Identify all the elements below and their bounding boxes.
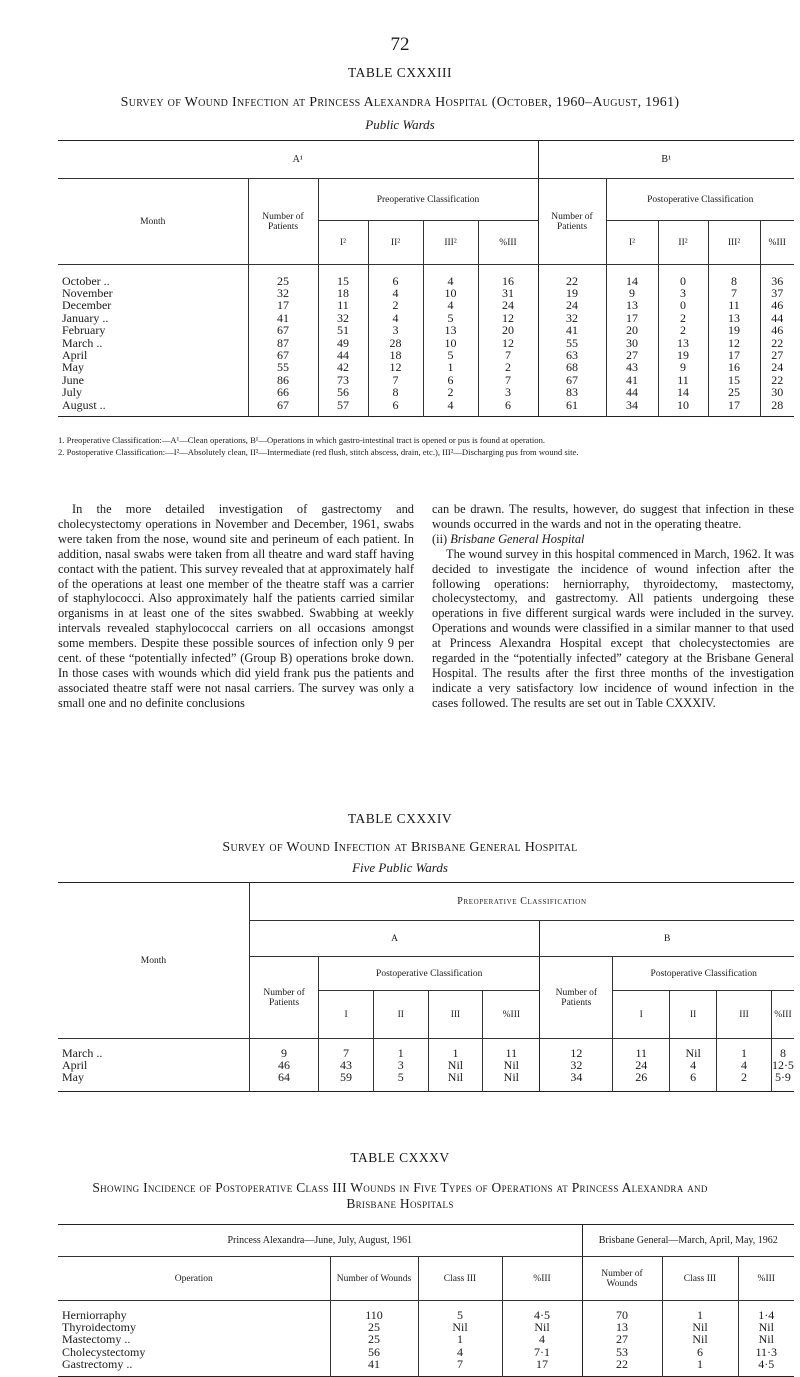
value-cell: 32 — [318, 312, 368, 324]
value-cell: Nil — [662, 1321, 738, 1333]
text-right-column — [432, 502, 794, 711]
value-cell: 11 — [708, 299, 760, 311]
value-cell: Nil — [428, 1071, 483, 1083]
table1-group-a: A¹ — [58, 141, 538, 179]
value-cell: 86 — [248, 374, 318, 386]
value-cell: 34 — [540, 1071, 613, 1083]
value-cell: 32 — [540, 1059, 613, 1071]
month-cell: April — [62, 1057, 88, 1072]
value-cell: 13 — [658, 337, 708, 349]
table2-subtitle2: Five Public Wards — [352, 860, 448, 875]
value-cell: 4 — [368, 287, 423, 299]
table3-col-number-left: Number of Wounds — [330, 1257, 418, 1301]
value-cell: 7 — [478, 374, 538, 386]
value-cell: 3 — [373, 1059, 428, 1071]
value-cell: 4·5 — [738, 1358, 794, 1370]
value-cell: 3 — [658, 287, 708, 299]
value-cell: 73 — [318, 374, 368, 386]
value-cell: 4 — [423, 275, 478, 287]
value-cell: 4 — [670, 1059, 717, 1071]
table2-col-pct-a: %III — [483, 991, 540, 1039]
value-cell: 14 — [606, 275, 658, 287]
month-cell: October .. — [62, 273, 110, 288]
table-row — [58, 1321, 794, 1333]
table-row — [58, 1358, 794, 1370]
table1-subtitle2: Public Wards — [365, 117, 435, 132]
value-cell: 46 — [249, 1059, 318, 1071]
table3-subtitle-line1: Showing Incidence of Postoperative Class III Wounds in Five Types of Operations at Princess Alexandra and — [92, 1180, 708, 1195]
table-row — [58, 386, 794, 398]
table1-col-i-b: I² — [606, 221, 658, 265]
value-cell: 12 — [708, 337, 760, 349]
table2-col-iii-a: III — [428, 991, 483, 1039]
value-cell: 12·5 — [771, 1057, 794, 1072]
table3-group-right: Brisbane General—March, April, May, 1962 — [582, 1225, 794, 1257]
value-cell: 36 — [760, 275, 794, 287]
value-cell: 25 — [330, 1321, 418, 1333]
table-row — [58, 1309, 794, 1321]
value-cell: 22 — [760, 374, 794, 386]
value-cell: 19 — [658, 349, 708, 361]
month-cell: April — [62, 347, 88, 362]
table2-col-i-a: I — [319, 991, 374, 1039]
value-cell: 16 — [708, 361, 760, 373]
value-cell: 11 — [613, 1047, 670, 1059]
month-cell: May — [62, 360, 84, 375]
table-row — [58, 361, 794, 373]
value-cell: 10 — [423, 337, 478, 349]
value-cell: 1 — [373, 1047, 428, 1059]
value-cell: 6 — [478, 399, 538, 411]
value-cell: 2 — [658, 324, 708, 336]
text-left-paragraph: In the more detailed investigation of gastrectomy and cholecystectomy operations in November and December, 1961, swabs were taken from the nose, wound site and perineum of each patient. In addition, nasal swabs were taken from all theatre and ward staff having contact with the patient. This survey revealed that at approximately half of the operations at least one member of the theatre staff was a carrier of staphylococci. Also approximately half the patients carried similar organisms in at least one of the sites swabbed. Swabbing at weekly intervals revealed staphylococcal carriers on all occasions amongst some members. Despite these possible sources of infection only 9 per cent. of these “potentially infected” (Group B) operations broke down. In those cases with wounds which did yield frank pus the patients and associated theatre staff were not nasal carriers. The survey was only a small one and no definite conclusions — [58, 502, 414, 710]
value-cell: 5 — [418, 1309, 502, 1321]
value-cell: 1 — [662, 1358, 738, 1370]
text-right-paragraph-2: The wound survey in this hospital commenced in March, 1962. It was decided to investigate the incidence of wound infection after the following operations: herniorraphy, thyroidectomy, mastectomy, cholecystectomy, and gastrectomy. All patients undergoing these operations in five different surgical wards were included in the survey. Operations and wounds were classified in a similar manner to that used at Princess Alexandra Hospital except that cholecystectomies are regarded in the “potentially infected” category at the Brisbane General Hospital. The results after the first three months of the investigation indicate a very satisfactory low incidence of wound infection in the cases followed. The results are set out in Table CXXXIV. — [432, 546, 794, 710]
table1-col-pct-a: %III — [478, 221, 538, 265]
value-cell: 27 — [582, 1333, 662, 1345]
value-cell: 11 — [483, 1047, 540, 1059]
table2-col-pct-b: %III — [771, 991, 794, 1039]
value-cell: 43 — [319, 1059, 374, 1071]
value-cell: 12 — [368, 361, 423, 373]
value-cell: 22 — [760, 337, 794, 349]
table1-footnote-2: 2. Postoperative Classification:—I²—Absolutely clean, II²—Intermediate (red flush, stitch abscess, drain, etc.), III²—Discharging pus from wound site. — [58, 447, 579, 457]
table2-number-header-a: Number of Patients — [249, 957, 318, 1039]
value-cell: 30 — [760, 386, 794, 398]
value-cell: 2 — [423, 386, 478, 398]
value-cell: 3 — [368, 324, 423, 336]
value-cell: 12 — [478, 337, 538, 349]
table2-title: TABLE CXXXIV — [347, 811, 453, 826]
value-cell: 55 — [538, 337, 606, 349]
table2-col-i-b: I — [613, 991, 670, 1039]
value-cell: 30 — [606, 337, 658, 349]
value-cell: 42 — [318, 361, 368, 373]
text-left-column — [58, 502, 414, 711]
table3-title: TABLE CXXXV — [350, 1150, 450, 1165]
table3-col-class3-right: Class III — [662, 1257, 738, 1301]
value-cell: 24 — [478, 299, 538, 311]
value-cell: 59 — [319, 1071, 374, 1083]
value-cell: 110 — [330, 1309, 418, 1321]
value-cell: 1 — [423, 361, 478, 373]
value-cell: 4 — [717, 1059, 772, 1071]
table-row — [58, 1059, 794, 1071]
table3-col-operation: Operation — [58, 1257, 330, 1301]
value-cell: 16 — [478, 275, 538, 287]
value-cell: 41 — [606, 374, 658, 386]
value-cell: 67 — [248, 324, 318, 336]
value-cell: 55 — [248, 361, 318, 373]
value-cell: 1·4 — [738, 1309, 794, 1321]
value-cell: 27 — [760, 349, 794, 361]
value-cell: 1 — [418, 1333, 502, 1345]
value-cell: 20 — [606, 324, 658, 336]
table-row — [58, 399, 794, 411]
value-cell: 5 — [423, 312, 478, 324]
value-cell: Nil — [483, 1059, 540, 1071]
text-right-paragraph-1: can be drawn. The results, however, do suggest that infection in these wounds occurred in the wards and not in the operating theatre. — [432, 502, 794, 531]
value-cell: 4 — [502, 1333, 582, 1345]
value-cell: 11 — [318, 299, 368, 311]
value-cell: Nil — [662, 1333, 738, 1345]
value-cell: 28 — [368, 337, 423, 349]
operation-cell: Gastrectomy .. — [62, 1357, 133, 1372]
value-cell: 70 — [582, 1309, 662, 1321]
value-cell: 24 — [760, 361, 794, 373]
value-cell: 9 — [606, 287, 658, 299]
table2-group-b: B — [540, 921, 794, 957]
table1 — [58, 140, 794, 417]
month-cell: December — [62, 298, 112, 313]
value-cell: 6 — [662, 1346, 738, 1358]
table2-col-iii-b: III — [717, 991, 772, 1039]
operation-cell: Cholecystectomy — [62, 1344, 146, 1359]
value-cell: 13 — [708, 312, 760, 324]
value-cell: 41 — [330, 1358, 418, 1370]
value-cell: 12 — [540, 1047, 613, 1059]
value-cell: Nil — [738, 1333, 794, 1345]
value-cell: 2 — [658, 312, 708, 324]
table2-postop-header-a: Postoperative Classification — [319, 957, 540, 991]
value-cell: 37 — [760, 287, 794, 299]
month-cell: January .. — [62, 310, 109, 325]
month-cell: February — [62, 323, 106, 338]
month-cell: May — [62, 1070, 84, 1085]
value-cell: 67 — [248, 399, 318, 411]
value-cell: 25 — [248, 275, 318, 287]
month-cell: November — [62, 285, 113, 300]
month-cell: June — [62, 372, 84, 387]
value-cell: 6 — [368, 275, 423, 287]
value-cell: 13 — [423, 324, 478, 336]
value-cell: 61 — [538, 399, 606, 411]
table1-postop-header: Postoperative Classification — [606, 179, 794, 221]
table3-col-class3-left: Class III — [418, 1257, 502, 1301]
table-row — [58, 1346, 794, 1358]
value-cell: 64 — [249, 1071, 318, 1083]
table1-col-ii-b: II² — [658, 221, 708, 265]
value-cell: Nil — [483, 1071, 540, 1083]
table1-footnote-1: 1. Preoperative Classification:—A¹—Clean operations, B¹—Operations in which gastro-intestinal tract is opened or pus is found at operation. — [58, 435, 546, 445]
value-cell: 57 — [318, 399, 368, 411]
value-cell: 27 — [606, 349, 658, 361]
table3-subtitle-line2: Brisbane Hospitals — [346, 1196, 454, 1211]
month-cell: March .. — [62, 335, 103, 350]
value-cell: 22 — [582, 1358, 662, 1370]
table1-col-pct-b: %III — [760, 221, 794, 265]
table1-col-iii-a: III² — [423, 221, 478, 265]
value-cell: 63 — [538, 349, 606, 361]
value-cell: 1 — [717, 1047, 772, 1059]
value-cell: 8 — [771, 1047, 794, 1059]
value-cell: 44 — [760, 312, 794, 324]
value-cell: Nil — [418, 1321, 502, 1333]
value-cell: 41 — [538, 324, 606, 336]
value-cell: 7 — [319, 1047, 374, 1059]
value-cell: 43 — [606, 361, 658, 373]
table1-number-header-a: Number of Patients — [248, 179, 318, 265]
value-cell: 17 — [606, 312, 658, 324]
value-cell: 18 — [318, 287, 368, 299]
value-cell: 13 — [606, 299, 658, 311]
value-cell: 4 — [423, 299, 478, 311]
value-cell: 6 — [368, 399, 423, 411]
value-cell: 53 — [582, 1346, 662, 1358]
value-cell: 6 — [670, 1071, 717, 1083]
table1-preop-header: Preoperative Classification — [318, 179, 538, 221]
month-cell: August .. — [62, 397, 106, 412]
page-number: 72 — [390, 34, 410, 55]
value-cell: 32 — [538, 312, 606, 324]
table-row — [58, 1047, 794, 1059]
operation-cell: Herniorraphy — [62, 1307, 127, 1322]
value-cell: 4 — [368, 312, 423, 324]
value-cell: Nil — [738, 1321, 794, 1333]
table2-col-ii-b: II — [670, 991, 717, 1039]
value-cell: 14 — [658, 386, 708, 398]
value-cell: 17 — [708, 399, 760, 411]
value-cell: 7 — [478, 349, 538, 361]
table3-col-number-right: Number of Wounds — [582, 1257, 662, 1301]
table1-subtitle: Survey of Wound Infection at Princess Alexandra Hospital (October, 1960–August, 1961) — [120, 95, 680, 110]
value-cell: 32 — [248, 287, 318, 299]
value-cell: 20 — [478, 324, 538, 336]
operation-cell: Thyroidectomy — [62, 1319, 136, 1334]
value-cell: 6 — [423, 374, 478, 386]
value-cell: 7 — [418, 1358, 502, 1370]
value-cell: 17 — [248, 299, 318, 311]
value-cell: 2 — [717, 1071, 772, 1083]
table3 — [58, 1224, 794, 1377]
table1-col-ii-a: II² — [368, 221, 423, 265]
month-cell: July — [62, 385, 83, 400]
value-cell: 19 — [708, 324, 760, 336]
value-cell: 8 — [368, 386, 423, 398]
value-cell: 18 — [368, 349, 423, 361]
value-cell: 44 — [606, 386, 658, 398]
month-cell: March .. — [62, 1045, 103, 1060]
table-row — [58, 299, 794, 311]
table1-group-b: B¹ — [538, 141, 794, 179]
value-cell: 13 — [582, 1321, 662, 1333]
value-cell: 56 — [330, 1346, 418, 1358]
table1-number-header-b: Number of Patients — [538, 179, 606, 265]
value-cell: 1 — [662, 1309, 738, 1321]
operation-cell: Mastectomy .. — [62, 1332, 131, 1347]
table2-number-header-b: Number of Patients — [540, 957, 613, 1039]
value-cell: 31 — [478, 287, 538, 299]
value-cell: 9 — [658, 361, 708, 373]
value-cell: 5 — [373, 1071, 428, 1083]
table2-postop-header-b: Postoperative Classification — [613, 957, 794, 991]
value-cell: 66 — [248, 386, 318, 398]
value-cell: 15 — [708, 374, 760, 386]
value-cell: 24 — [613, 1059, 670, 1071]
value-cell: 5 — [423, 349, 478, 361]
value-cell: 34 — [606, 399, 658, 411]
text-right-heading-title: Brisbane General Hospital — [450, 531, 585, 546]
table1-month-header: Month — [58, 179, 248, 265]
value-cell: 22 — [538, 275, 606, 287]
value-cell: 44 — [318, 349, 368, 361]
value-cell: 4 — [423, 399, 478, 411]
table3-col-pct-left: %III — [502, 1257, 582, 1301]
value-cell: 83 — [538, 386, 606, 398]
table3-col-pct-right: %III — [738, 1257, 794, 1301]
value-cell: 24 — [538, 299, 606, 311]
value-cell: 11·3 — [738, 1346, 794, 1358]
value-cell: 10 — [423, 287, 478, 299]
table2-subtitle: Survey of Wound Infection at Brisbane General Hospital — [222, 840, 578, 855]
table2 — [58, 882, 794, 1092]
value-cell: 15 — [318, 275, 368, 287]
value-cell: 7 — [708, 287, 760, 299]
value-cell: Nil — [670, 1047, 717, 1059]
value-cell: Nil — [428, 1059, 483, 1071]
value-cell: 26 — [613, 1071, 670, 1083]
value-cell: 19 — [538, 287, 606, 299]
value-cell: 2 — [368, 299, 423, 311]
value-cell: 0 — [658, 275, 708, 287]
value-cell: 56 — [318, 386, 368, 398]
value-cell: 87 — [248, 337, 318, 349]
value-cell: 5·9 — [771, 1071, 794, 1083]
value-cell: 28 — [760, 399, 794, 411]
table-row — [58, 1333, 794, 1345]
table2-group-a: A — [249, 921, 539, 957]
table-row — [58, 1071, 794, 1083]
value-cell: 49 — [318, 337, 368, 349]
value-cell: 0 — [658, 299, 708, 311]
value-cell: 11 — [658, 374, 708, 386]
text-right-heading-num: (ii) — [432, 531, 448, 546]
value-cell: 12 — [478, 312, 538, 324]
value-cell: 7·1 — [502, 1346, 582, 1358]
text-right-heading — [432, 532, 794, 547]
value-cell: 8 — [708, 275, 760, 287]
value-cell: 25 — [330, 1333, 418, 1345]
value-cell: 4·5 — [502, 1309, 582, 1321]
value-cell: 4 — [418, 1346, 502, 1358]
table2-month-header: Month — [58, 883, 249, 1039]
value-cell: 17 — [708, 349, 760, 361]
value-cell: 67 — [538, 374, 606, 386]
value-cell: 3 — [478, 386, 538, 398]
table2-col-ii-a: II — [373, 991, 428, 1039]
value-cell: 7 — [368, 374, 423, 386]
value-cell: 1 — [428, 1047, 483, 1059]
value-cell: 17 — [502, 1358, 582, 1370]
table3-group-left: Princess Alexandra—June, July, August, 1961 — [58, 1225, 582, 1257]
table1-col-iii-b: III² — [708, 221, 760, 265]
value-cell: Nil — [502, 1321, 582, 1333]
value-cell: 10 — [658, 399, 708, 411]
value-cell: 9 — [249, 1047, 318, 1059]
value-cell: 46 — [760, 324, 794, 336]
value-cell: 2 — [478, 361, 538, 373]
value-cell: 51 — [318, 324, 368, 336]
table2-preop-header: Preoperative Classification — [249, 883, 794, 921]
value-cell: 67 — [248, 349, 318, 361]
value-cell: 25 — [708, 386, 760, 398]
table1-title: TABLE CXXXIII — [347, 65, 453, 80]
table1-col-i-a: I² — [318, 221, 368, 265]
table-row — [58, 324, 794, 336]
value-cell: 68 — [538, 361, 606, 373]
value-cell: 46 — [760, 299, 794, 311]
value-cell: 41 — [248, 312, 318, 324]
